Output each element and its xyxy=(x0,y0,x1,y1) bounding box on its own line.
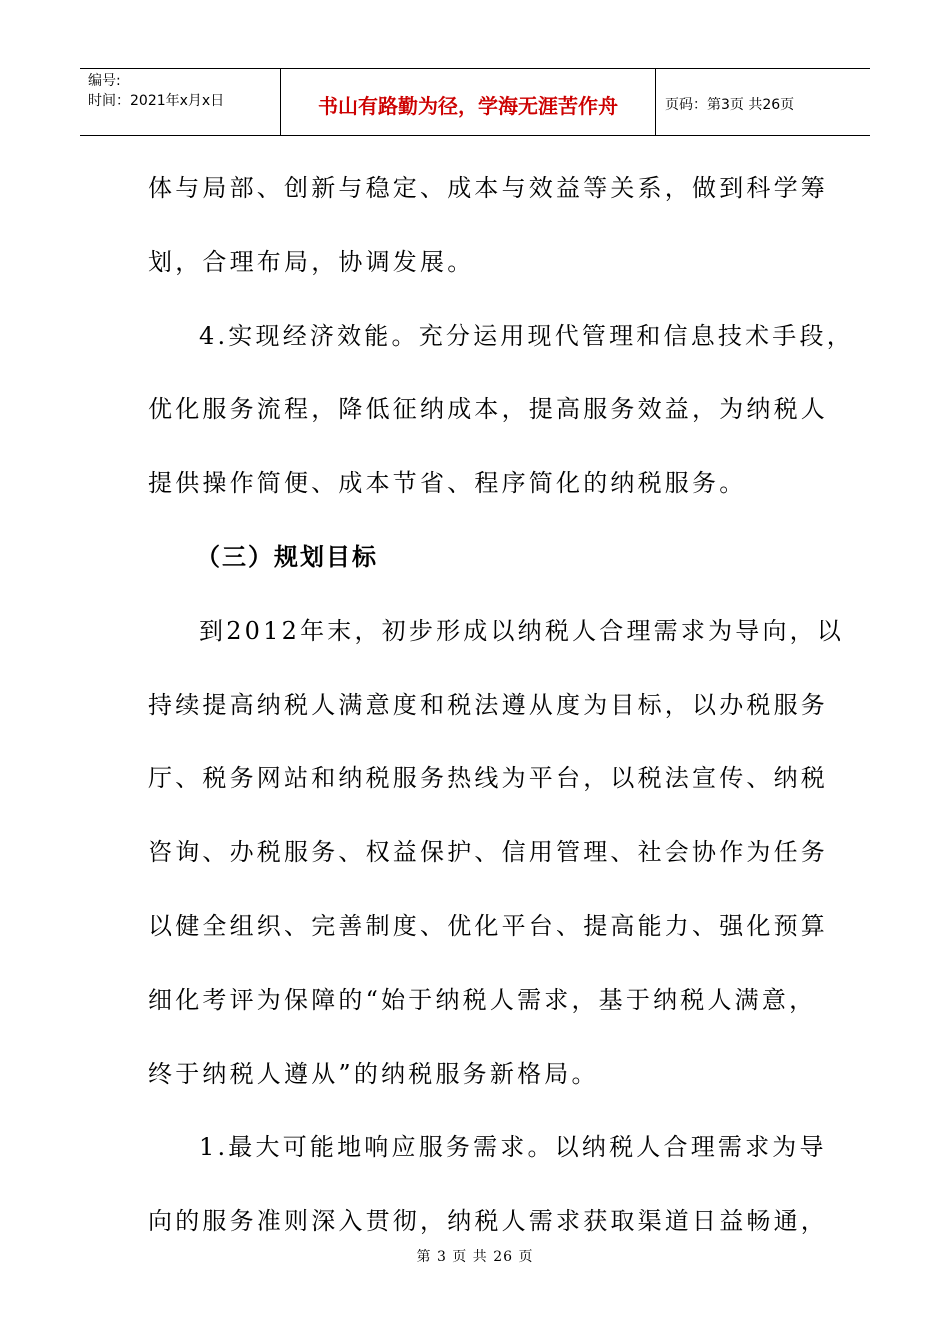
text-line: 向的服务准则深入贯彻，纳税人需求获取渠道日益畅通， xyxy=(148,1207,828,1236)
text-line: 4.实现经济效能。充分运用现代管理和信息技术手段， xyxy=(199,321,854,350)
text-line: 提供操作简便、成本节省、程序简化的纳税服务。 xyxy=(148,469,747,498)
text-line: 咨询、办税服务、权益保护、信用管理、社会协作为任务 xyxy=(148,838,828,867)
number-label: 编号: xyxy=(88,73,121,89)
text-line: 体与局部、创新与稳定、成本与效益等关系，做到科学筹 xyxy=(148,174,828,202)
text-line: 持续提高纳税人满意度和税法遵从度为目标，以办税服务 xyxy=(148,690,828,719)
header-motto: 书山有路勤为径，学海无涯苦作舟 xyxy=(281,69,656,135)
text-line: 到2012年末，初步形成以纳税人合理需求为导向，以 xyxy=(199,616,845,645)
header-page-info: 页码：第3页 共26页 xyxy=(665,97,795,113)
section-heading: （三）规划目标 xyxy=(196,542,378,571)
text-line: 厅、税务网站和纳税服务热线为平台，以税法宣传、纳税 xyxy=(148,764,828,793)
time-label: 时间：2021年x月x日 xyxy=(88,93,225,109)
document-body xyxy=(148,152,854,1259)
text-line: 以健全组织、完善制度、优化平台、提高能力、强化预算 xyxy=(148,911,828,940)
text-line: 优化服务流程，降低征纳成本，提高服务效益，为纳税人 xyxy=(148,395,828,424)
header-meta xyxy=(80,69,281,135)
page-header xyxy=(80,68,870,136)
text-line: 划，合理布局，协调发展。 xyxy=(148,247,475,276)
text-line: 1.最大可能地响应服务需求。以纳税人合理需求为导 xyxy=(199,1133,827,1162)
text-line: 终于纳税人遵从”的纳税服务新格局。 xyxy=(148,1059,599,1088)
page-footer: 第 3 页 共 26 页 xyxy=(416,1249,534,1265)
text-line: 细化考评为保障的“始于纳税人需求，基于纳税人满意， xyxy=(148,985,817,1014)
